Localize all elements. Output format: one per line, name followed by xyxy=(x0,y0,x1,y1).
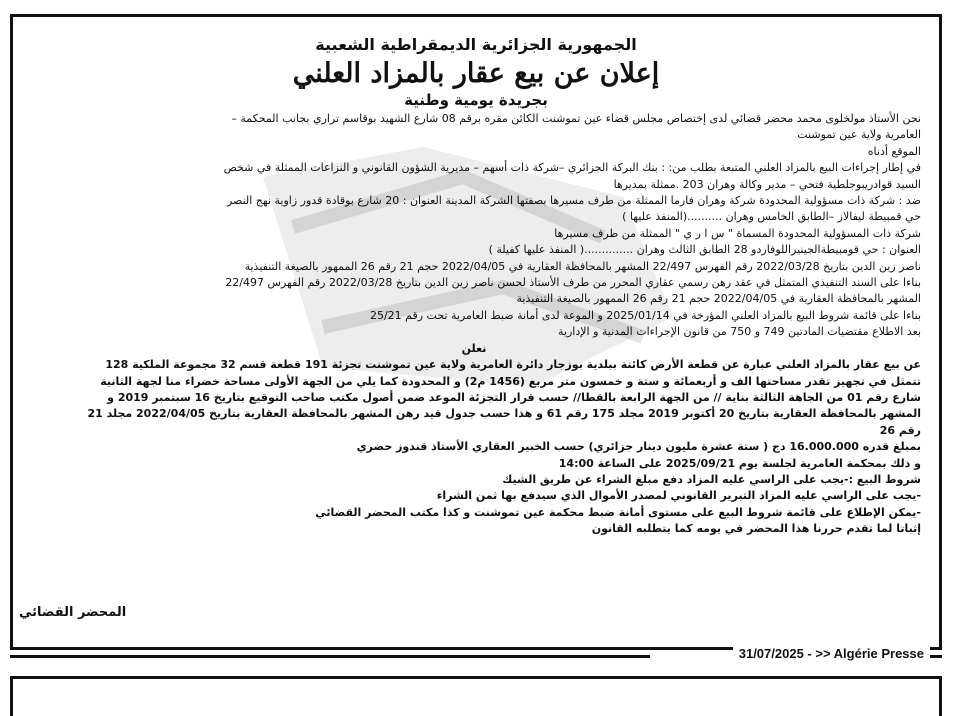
conditions-line: -يمكن الإطلاع على قائمة شروط البيع على مستوى أمانة ضبط محكمة عين تموشنت و كذا مكتب المحضر القضائي xyxy=(315,505,921,519)
closing-line: إثباتا لما تقدم حررنا هذا المحضر في يومه كما يتطلبه القانون xyxy=(591,522,921,536)
price-line: بمبلغ قدره 16.000.000 دج ( ستة عشرة مليون دينار جزائري) حسب الخبير العقاري الأستاذ قندوز حضري xyxy=(356,440,921,454)
republic-heading: الجمهورية الجزائرية الديمقراطية الشعبية xyxy=(315,35,637,54)
bold-line: عن بيع عقار بالمزاد العلني عبارة عن قطعة الأرض كائنة ببلدية بوزجار دائرة العامرية ولاية عين تموشنت تجزئة 191 قطعة قسم 32 مجموعة الملكية 128 xyxy=(105,358,921,372)
body-line: ناصر زين الدين بتاريخ 2022/03/28 رقم الفهرس 22/497 المشهر بالمحافظة العقارية في 2022/04/05 حجم 21 رقم 26 الممهور بالصيغة التنفيذية xyxy=(244,259,921,273)
body-line: المشهر بالمحافظة العقارية في 2022/04/05 حجم 21 رقم 26 الممهور بالصيغة التنفيذية xyxy=(516,292,921,306)
body-line: شركة ذات المسؤولية المحدودة المسماة " س ا ر ي " الممثلة من طرف مسيرها xyxy=(554,226,921,240)
conditions-line: -يجب على الراسي عليه المزاد التبرير القانوني لمصدر الأموال الذي سيدفع بها ثمن الشراء xyxy=(436,489,921,503)
bold-line: المشهر بالمحافظة العقارية بتاريخ 20 أكتوبر 2019 مجلد 175 رقم 61 و هذا حسب جدول قيد رهن المشهر بالمحافظة العقارية بتاريخ 2022/04/05 مجلد 21 xyxy=(87,407,921,421)
signature: المحضر القضائي xyxy=(19,605,127,620)
body-line: نحن الأستاذ مولخلوى محمد محضر قضائي لدى إختصاص مجلس قضاء عين تموشنت الكائن مقره برقم 08 شارع الشهيد بوقاسم تراري بجانب المحكمة – xyxy=(231,112,921,125)
body-line: حي قمبيطة ليفالاز –الطابق الخامس وهران ..........(المنفذ عليها ) xyxy=(622,210,921,224)
body-line: العنوان : حي قومبيطةالجينيراللوفاردو 28 الطابق الثالث وهران ..............( المنفذ عليها كفيلة ) xyxy=(488,243,921,257)
body-line: بناءا على قائمة شروط البيع بالمزاد العلني المؤرخة في 2025/01/14 و الموعة لدى أمانة ضبط العامرية تحت رقم 25/21 xyxy=(369,308,921,322)
body-line: العامرية ولاية عين تموشنت xyxy=(797,128,921,142)
body-line: ضد : شركة ذات مسؤولية المحدودة شركة وهران فارما الممثلة من طرف مسيرها بصفتها الشركة المدينة العنوان : 20 شارع بوقادة قدور زاوية نهج النصر xyxy=(226,194,921,208)
body-line: السيد قوادريبوجلطية فتحي – مدير وكالة وهران 203 .ممثلة بمديرها xyxy=(613,177,921,191)
nalin-heading: نعلن xyxy=(461,341,487,355)
notice-subtitle: بجريدة يومية وطنية xyxy=(404,91,548,109)
legal-notice xyxy=(10,14,942,650)
bold-line: شارع رقم 01 من الجاهة الثالثة بناية // من الجهة الرابعة بالقطا// حسب قرار التجزئة الموعد ضمن أصول مكتب صاحب التوقيع بتاريخ 16 سبتمبر 2019 و xyxy=(107,390,921,404)
bold-line: رقم 26 xyxy=(879,423,921,437)
body-line: بناءا على السند التنفيذي المتمثل في عقد رهن رسمي عقاري المحرر من طرف الأستاذ لحسن ناصر زين الدين بتاريخ 2022/03/28 رقم الفهرس 22/497 xyxy=(225,276,921,290)
conditions-line: شروط البيع :-يجب على الراسي عليه المزاد دفع مبلغ الشراء عن طريق الشيك xyxy=(502,472,921,486)
source-credit: 31/07/2025 - >> Algérie Presse xyxy=(733,646,930,661)
body-line: الموقع أدناه xyxy=(867,144,921,158)
notice-body xyxy=(13,111,939,538)
bold-line: تتمثل في تجهيز تقدر مساحتها الف و أربعمائة و ستة و خمسون متر مربع (1456 م2) و المحدودة كما يلي من الجهة الأولى مساحة خضراء منا لجهة الثانية xyxy=(100,374,921,388)
body-line: في إطار إجراءات البيع بالمزاد العلني المتبعة بطلب من: : بنك البركة الجزائري –شركة ذات أسهم – مديرية الشؤون القانوني و النزاعات الممثلة في شخص xyxy=(223,161,921,175)
body-line: بعد الاطلاع مقتضيات المادتين 749 و 750 من قانون الإجراءات المدنية و الإدارية xyxy=(558,325,921,339)
next-notice-frame xyxy=(10,676,942,716)
notice-title: إعلان عن بيع عقار بالمزاد العلني xyxy=(292,58,660,89)
session-line: و ذلك بمحكمة العامرية لجلسة يوم 2025/09/21 على الساعة 14:00 xyxy=(558,456,921,470)
